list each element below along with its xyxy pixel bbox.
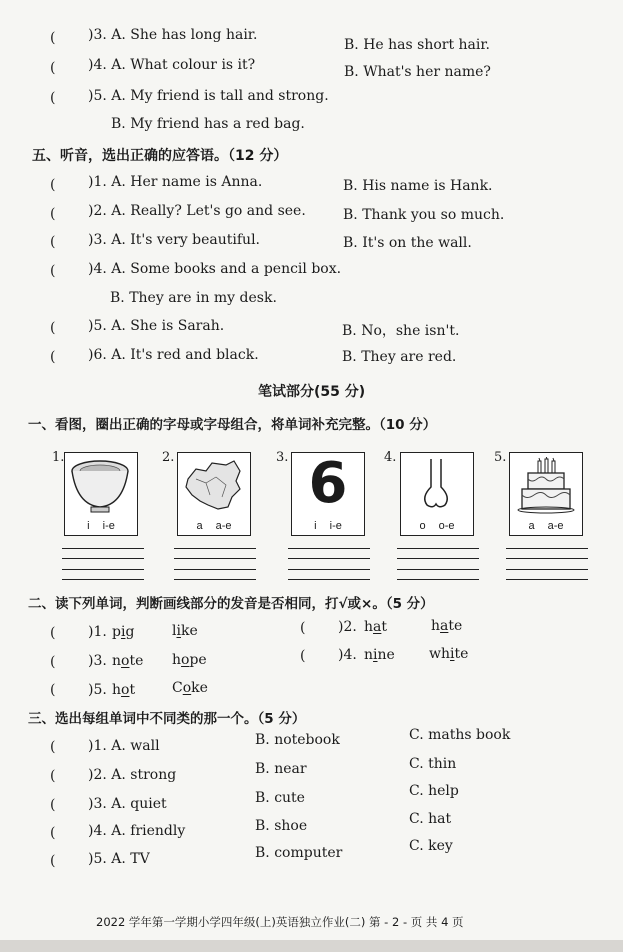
option-a: )3. A. She has long hair. [88, 27, 258, 43]
item-number: )5. [88, 682, 107, 698]
answer-bracket[interactable]: ( [50, 349, 56, 365]
option-b: B. cute [255, 790, 305, 806]
option-b: B. Thank you so much. [343, 207, 505, 223]
picture-number: 2. [162, 450, 175, 465]
option-a: )4. A. What colour is it? [88, 57, 256, 73]
section-title: 五、听音，选出正确的应答语。（12 分） [32, 148, 288, 164]
option-c: C. maths book [409, 727, 511, 743]
answer-bracket[interactable]: ( [50, 768, 56, 784]
picture-card-nose [400, 452, 474, 536]
option-b: B. They are red. [342, 349, 457, 365]
letter-options[interactable]: o o-e [419, 520, 455, 532]
china-map-icon [182, 457, 245, 515]
word: white [429, 646, 469, 662]
word: Coke [172, 680, 208, 696]
answer-bracket[interactable]: ( [300, 648, 306, 664]
option-a: )4. A. friendly [88, 823, 186, 839]
nose-icon [405, 457, 468, 515]
answer-bracket[interactable]: ( [50, 739, 56, 755]
answer-bracket[interactable]: ( [50, 825, 56, 841]
answer-lines[interactable] [174, 541, 256, 583]
option-b: B. My friend has a red bag. [111, 116, 305, 132]
option-a: )1. A. wall [88, 738, 160, 754]
word: note [112, 653, 144, 669]
answer-lines[interactable] [62, 541, 144, 583]
option-a: )6. A. It's red and black. [88, 347, 259, 363]
option-b: B. No，she isn't. [342, 323, 460, 339]
option-a: )5. A. She is Sarah. [88, 318, 225, 334]
option-c: C. hat [409, 811, 452, 827]
answer-bracket[interactable]: ( [50, 177, 56, 193]
answer-bracket[interactable]: ( [300, 620, 306, 636]
item-number: )1. [88, 624, 107, 640]
written-part-title: 笔试部分(55 分) [258, 384, 366, 400]
word: pig [112, 624, 135, 640]
picture-card-cake [509, 452, 583, 536]
answer-bracket[interactable]: ( [50, 654, 56, 670]
picture-number: 4. [384, 450, 397, 465]
item-number: )3. [88, 653, 107, 669]
word: nine [364, 647, 395, 663]
option-c: C. thin [409, 756, 457, 772]
option-a: )5. A. My friend is tall and strong. [88, 88, 329, 104]
letter-options[interactable]: i i-e [314, 520, 342, 532]
number-six-icon: 6 [308, 451, 348, 516]
bottom-edge [0, 940, 623, 952]
letter-options[interactable]: i i-e [87, 520, 115, 532]
answer-lines[interactable] [397, 541, 479, 583]
answer-bracket[interactable]: ( [50, 30, 56, 46]
picture-card-map [177, 452, 251, 536]
section-title: 三、选出每组单词中不同类的那一个。（5 分） [28, 711, 306, 727]
option-c: C. key [409, 838, 453, 854]
answer-bracket[interactable]: ( [50, 263, 56, 279]
answer-bracket[interactable]: ( [50, 853, 56, 869]
option-a: )3. A. It's very beautiful. [88, 232, 261, 248]
option-a: )2. A. strong [88, 767, 177, 783]
word: hate [431, 618, 463, 634]
picture-number: 3. [276, 450, 289, 465]
option-b: B. What's her name? [344, 64, 491, 80]
answer-bracket[interactable]: ( [50, 234, 56, 250]
option-b: B. They are in my desk. [110, 290, 277, 306]
word: hot [112, 682, 136, 698]
section-title: 二、读下列单词，判断画线部分的发音是否相同，打√或×。（5 分） [28, 596, 434, 612]
word: hat [364, 619, 388, 635]
option-a: )3. A. quiet [88, 796, 167, 812]
option-a: )4. A. Some books and a pencil box. [88, 261, 342, 277]
option-b: B. shoe [255, 818, 308, 834]
option-b: B. near [255, 761, 307, 777]
birthday-cake-icon [514, 457, 577, 515]
answer-bracket[interactable]: ( [50, 797, 56, 813]
answer-bracket[interactable]: ( [50, 60, 56, 76]
option-b: B. It's on the wall. [343, 235, 472, 251]
item-number: )2. [338, 619, 357, 635]
answer-bracket[interactable]: ( [50, 206, 56, 222]
letter-options[interactable]: a a-e [196, 520, 232, 532]
option-b: B. computer [255, 845, 343, 861]
word: hope [172, 652, 207, 668]
answer-bracket[interactable]: ( [50, 320, 56, 336]
answer-lines[interactable] [506, 541, 588, 583]
rice-bowl-icon [69, 457, 132, 515]
option-b: B. He has short hair. [344, 37, 490, 53]
answer-bracket[interactable]: ( [50, 625, 56, 641]
section-title: 一、看图，圈出正确的字母或字母组合，将单词补充完整。（10 分） [28, 417, 437, 433]
page-footer: 2022 学年第一学期小学四年级(上)英语独立作业(二) 第 - 2 - 页 共 4 页 [96, 915, 464, 929]
picture-number: 1. [52, 450, 65, 465]
answer-bracket[interactable]: ( [50, 682, 56, 698]
option-b: B. notebook [255, 732, 340, 748]
answer-lines[interactable] [288, 541, 370, 583]
picture-card-six [291, 452, 365, 536]
letter-options[interactable]: a a-e [528, 520, 564, 532]
option-a: )5. A. TV [88, 851, 150, 867]
word: like [172, 623, 198, 639]
option-c: C. help [409, 783, 459, 799]
answer-bracket[interactable]: ( [50, 90, 56, 106]
item-number: )4. [338, 647, 357, 663]
option-a: )1. A. Her name is Anna. [88, 174, 263, 190]
picture-card-rice [64, 452, 138, 536]
option-a: )2. A. Really? Let's go and see. [88, 203, 306, 219]
option-b: B. His name is Hank. [343, 178, 493, 194]
picture-number: 5. [494, 450, 507, 465]
